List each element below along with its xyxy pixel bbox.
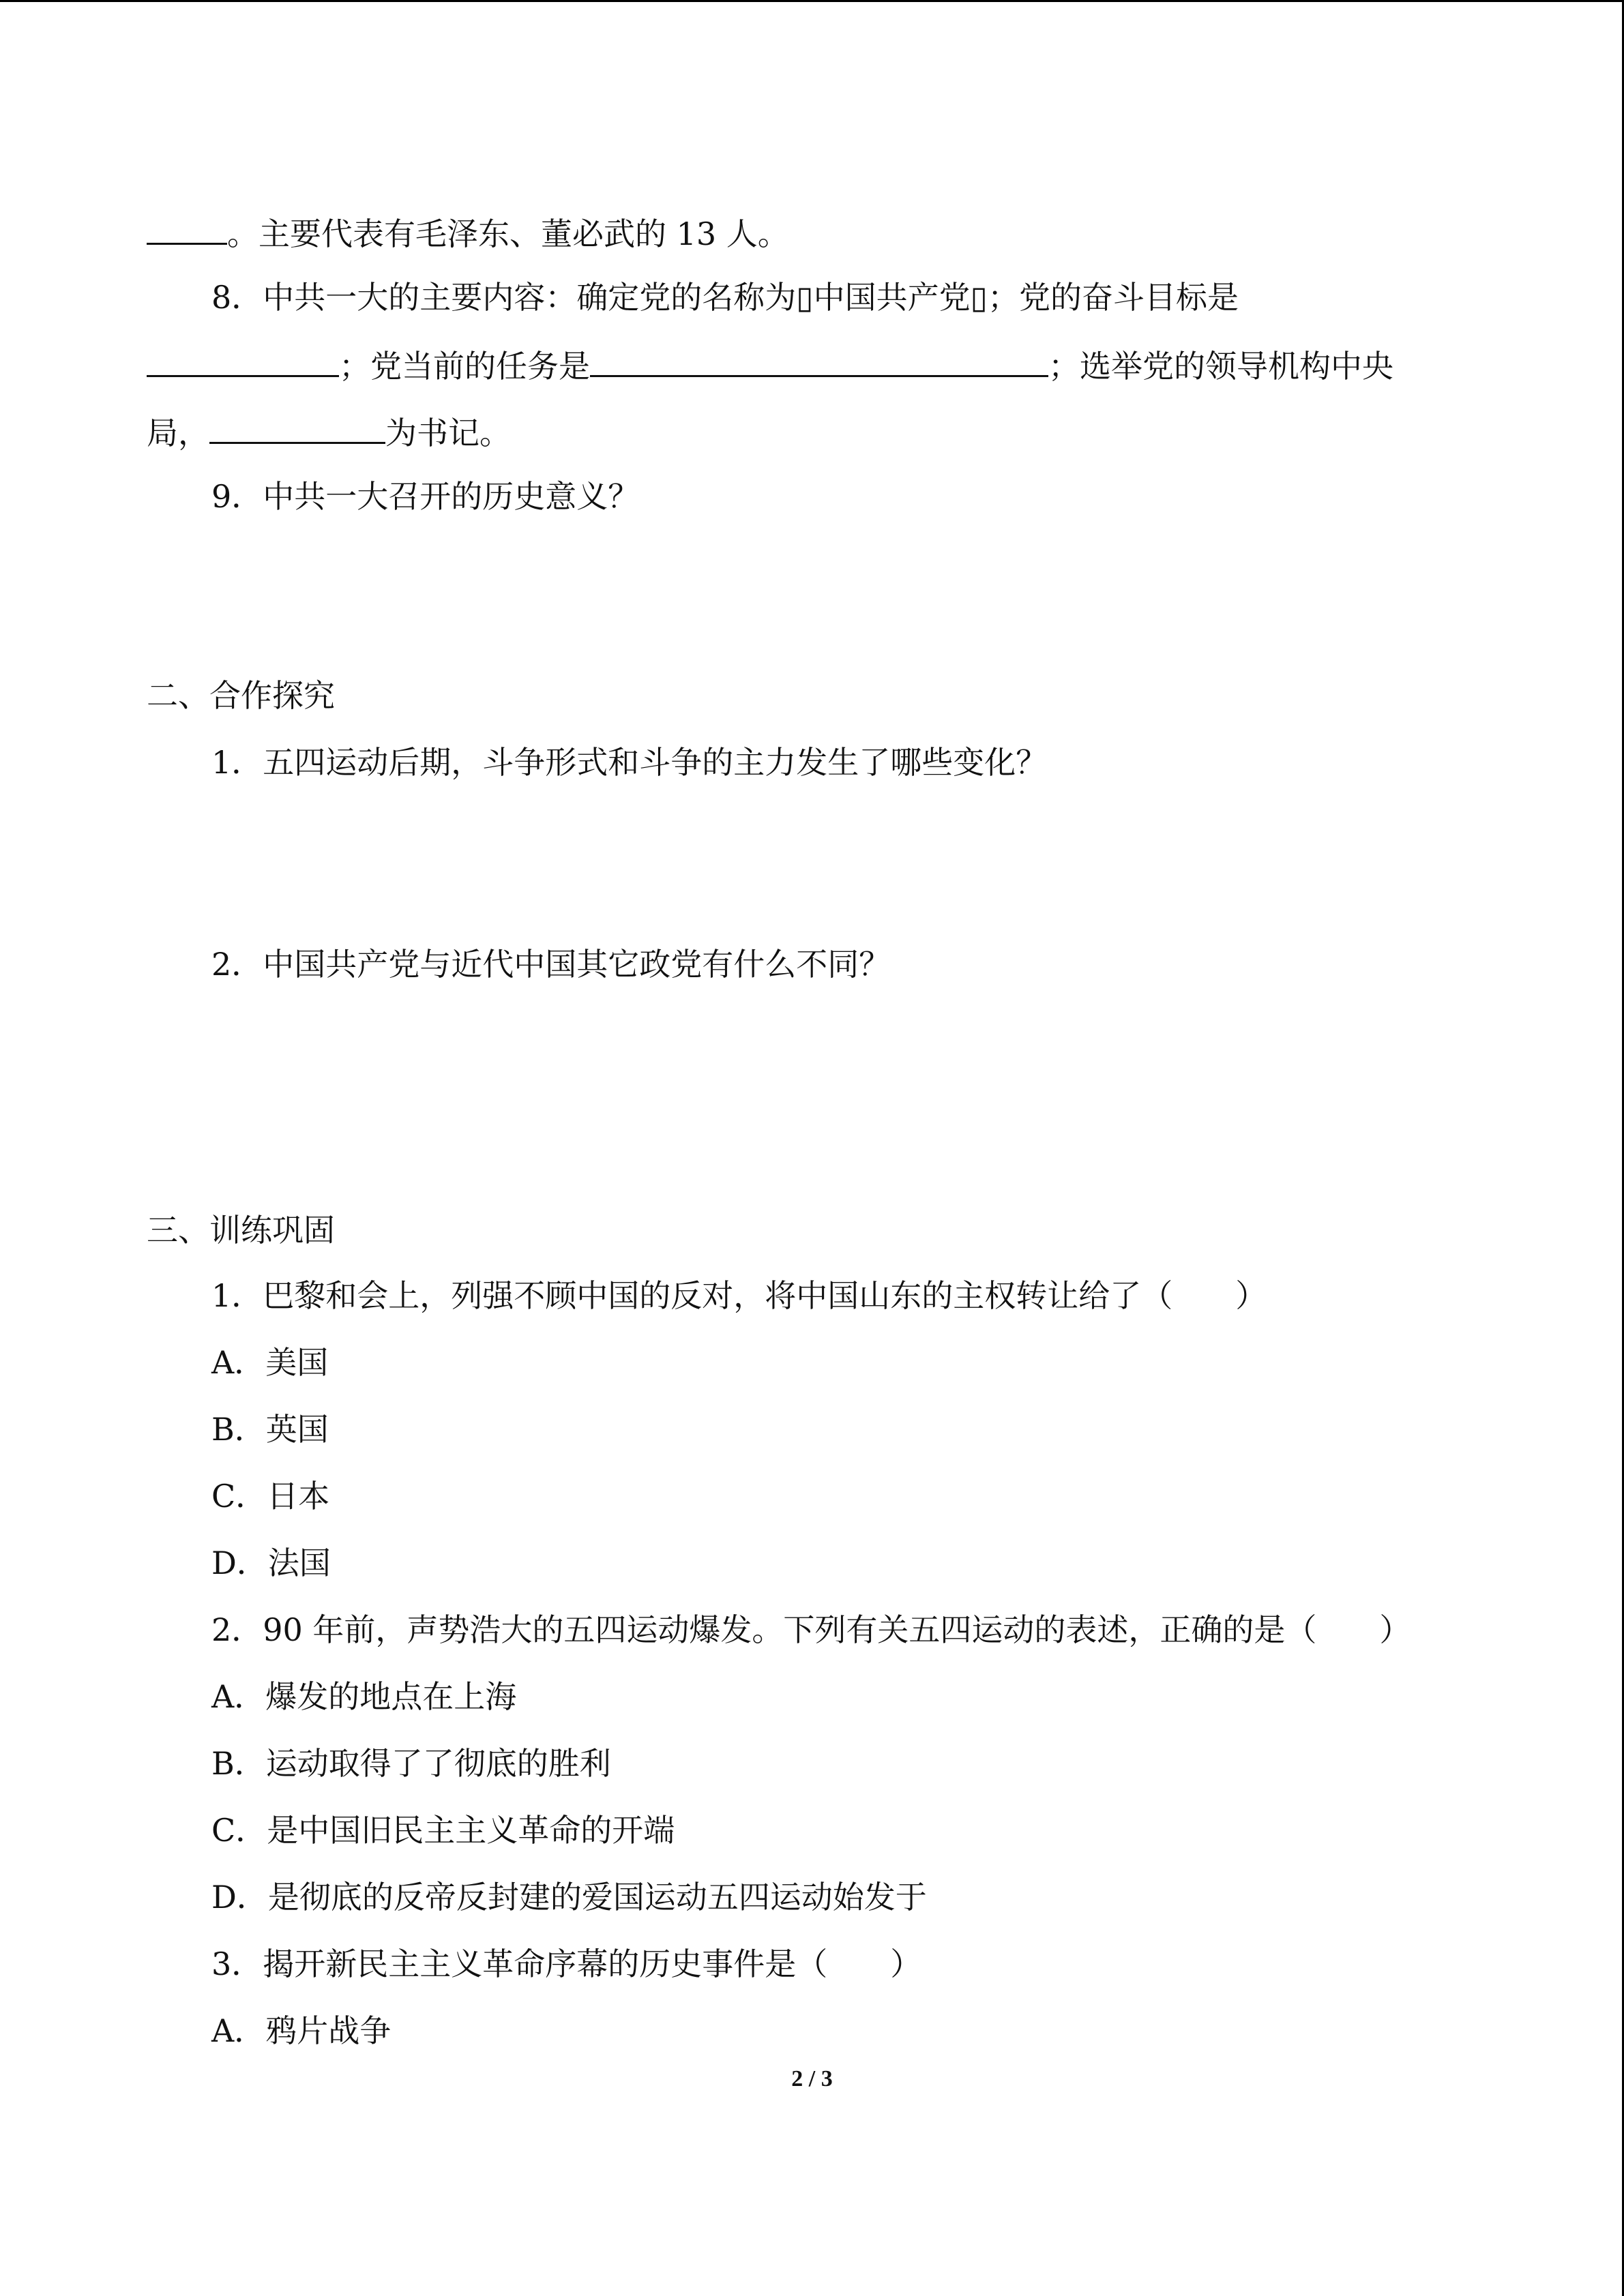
section-2-question-2: 2．中国共产党与近代中国其它政党有什么不同？ — [211, 946, 891, 983]
question-9: 9．中共一大召开的历史意义？ — [211, 478, 640, 515]
q7-continuation: 。主要代表有毛泽东、董必武的 13 人。 — [147, 211, 789, 254]
q2-option-b[interactable]: B．运动取得了了彻底的胜利 — [211, 1745, 611, 1782]
q1-option-a[interactable]: A．美国 — [211, 1344, 329, 1381]
q2-option-c[interactable]: C．是中国旧民主主义革命的开端 — [211, 1812, 675, 1849]
answer-blank[interactable] — [147, 211, 227, 245]
answer-blank-secretary[interactable] — [209, 411, 385, 444]
question-8-line3: 局， 为书记。 — [147, 411, 511, 453]
q1-option-d[interactable]: D．法国 — [211, 1545, 331, 1581]
q2-option-d[interactable]: D．是彻底的反帝反封建的爱国运动五四运动始发于 — [211, 1879, 927, 1915]
q2-option-a[interactable]: A．爆发的地点在上海 — [211, 1678, 517, 1715]
section-2-title: 二、合作探究 — [147, 677, 335, 714]
section-2-question-1: 1．五四运动后期，斗争形式和斗争的主力发生了哪些变化？ — [211, 744, 1048, 781]
page-number: 2 / 3 — [791, 2066, 833, 2091]
section-3-question-3: 3．揭开新民主主义革命序幕的历史事件是（ ） — [211, 1945, 922, 1982]
answer-blank-task[interactable] — [590, 344, 1048, 377]
q3-option-a[interactable]: A．鸦片战争 — [211, 2012, 392, 2049]
section-3-question-2: 2．90 年前，声势浩大的五四运动爆发。下列有关五四运动的表述，正确的是（ ） — [211, 1611, 1411, 1648]
section-3-question-1: 1．巴黎和会上，列强不顾中国的反对，将中国山东的主权转让给了（ ） — [211, 1277, 1267, 1314]
q1-option-b[interactable]: B．英国 — [211, 1411, 329, 1448]
question-8-line2: ；党当前的任务是 ；选举党的领导机构中央 — [147, 344, 1393, 387]
answer-blank-goal[interactable] — [147, 344, 339, 377]
section-3-title: 三、训练巩固 — [147, 1212, 335, 1249]
question-8-line1: 8．中共一大的主要内容：确定党的名称为▯中国共产党▯；党的奋斗目标是 — [211, 279, 1239, 316]
q1-option-c[interactable]: C．日本 — [211, 1478, 330, 1515]
